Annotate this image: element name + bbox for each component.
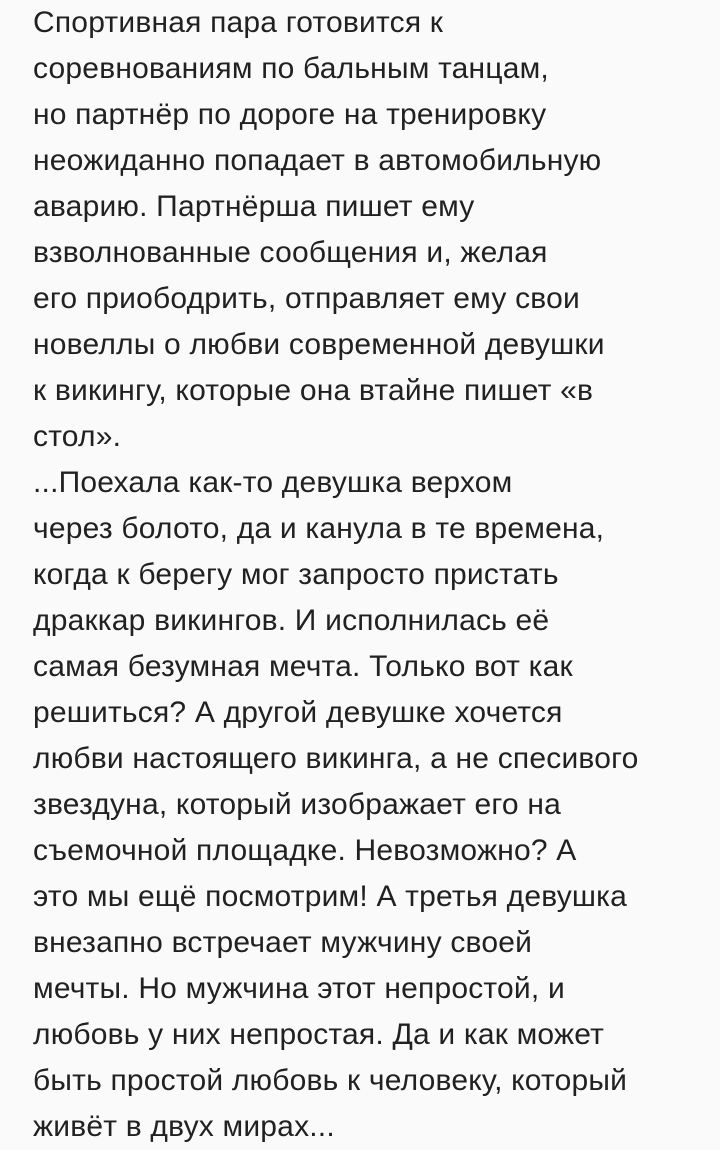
text-line: съемочной площадке. Невозможно? А bbox=[33, 834, 577, 867]
text-line: его приободрить, отправляет ему свои bbox=[33, 282, 580, 315]
text-line: но партнёр по дороге на тренировку bbox=[33, 98, 547, 131]
text-line: любви настоящего викинга, а не спесивого bbox=[33, 742, 639, 775]
text-line: внезапно встречает мужчину своей bbox=[33, 926, 533, 959]
paragraph bbox=[33, 0, 700, 460]
text-line: взволнованные сообщения и, желая bbox=[33, 236, 548, 269]
text-line: самая безумная мечта. Только вот как bbox=[33, 650, 573, 683]
paragraph bbox=[33, 460, 700, 1150]
text-line: живёт в двух мирах... bbox=[33, 1110, 335, 1143]
text-line: к викингу, которые она втайне пишет «в bbox=[33, 374, 594, 407]
text-line: звездуна, который изображает его на bbox=[33, 788, 561, 821]
text-line: через болото, да и канула в те времена, bbox=[33, 512, 605, 545]
text-line: Спортивная пара готовится к bbox=[33, 6, 444, 39]
text-line: соревнованиям по бальным танцам, bbox=[33, 52, 549, 85]
text-line: быть простой любовь к человеку, который bbox=[33, 1064, 628, 1097]
text-line: это мы ещё посмотрим! А третья девушка bbox=[33, 880, 628, 913]
text-line: ...Поехала как-то девушка верхом bbox=[33, 466, 513, 499]
text-line: новеллы о любви современной девушки bbox=[33, 328, 605, 361]
text-content bbox=[33, 0, 700, 1150]
text-line: неожиданно попадает в автомобильную bbox=[33, 144, 602, 177]
text-line: когда к берегу мог запросто пристать bbox=[33, 558, 559, 591]
text-line: стол». bbox=[33, 420, 122, 453]
text-line: решиться? А другой девушке хочется bbox=[33, 696, 563, 729]
text-line: мечты. Но мужчина этот непростой, и bbox=[33, 972, 565, 1005]
text-line: драккар викингов. И исполнилась её bbox=[33, 604, 550, 637]
text-line: аварию. Партнёрша пишет ему bbox=[33, 190, 475, 223]
text-line: любовь у них непростая. Да и как может bbox=[33, 1018, 605, 1051]
